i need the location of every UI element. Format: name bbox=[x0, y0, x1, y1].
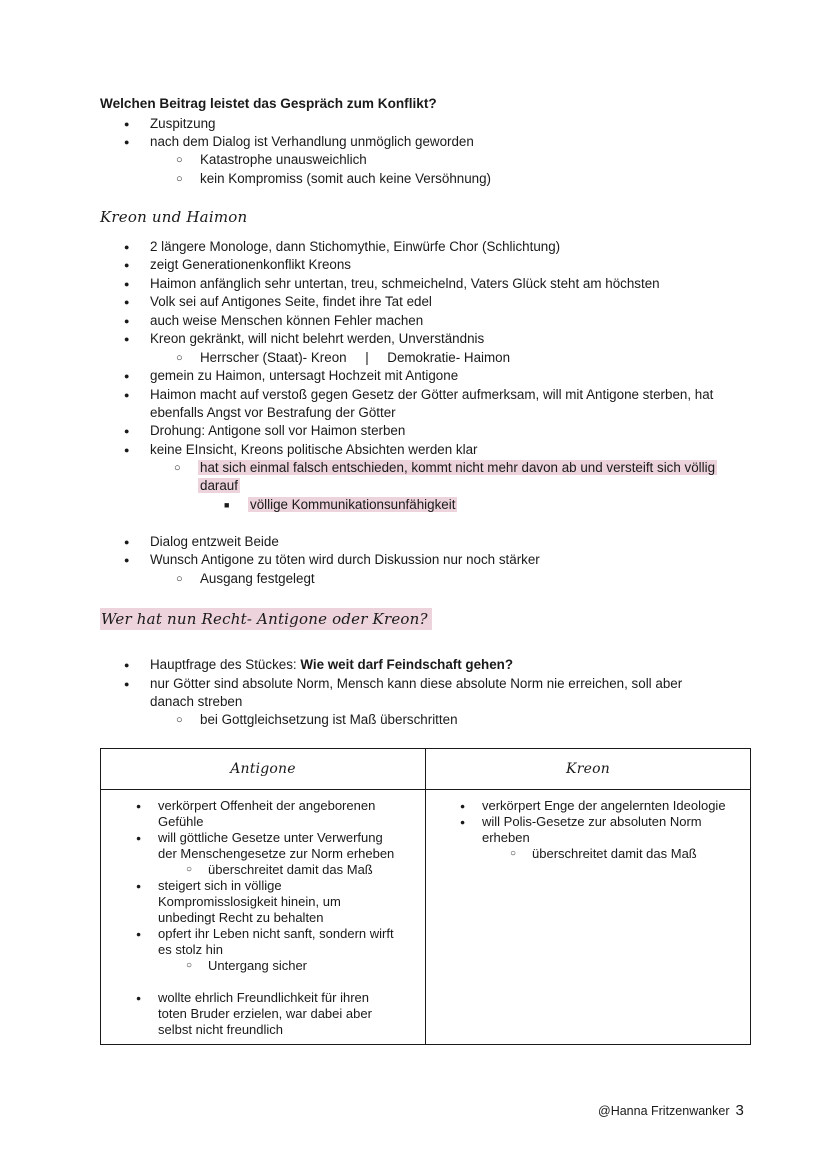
sub-list-item: ○ Ausgang festgelegt bbox=[200, 570, 315, 588]
list-item: ● Zuspitzung bbox=[150, 115, 216, 133]
highlight-text: darauf bbox=[200, 478, 238, 493]
list-item: ● Drohung: Antigone soll vor Haimon sterben bbox=[150, 422, 405, 440]
cell-sub-item: ○ Untergang sicher bbox=[208, 958, 307, 974]
cell-item: ● will göttliche Gesetze unter Verwerfung bbox=[158, 830, 383, 846]
cell-item: ● verkörpert Enge der angelernten Ideologie bbox=[482, 798, 726, 814]
highlight-text: völlige Kommunikationsunfähigkeit bbox=[250, 497, 456, 512]
list-item: ● Wunsch Antigone zu töten wird durch Diskussion nur noch stärker bbox=[150, 551, 540, 569]
section-heading-recht: Wer hat nun Recht- Antigone oder Kreon? bbox=[100, 608, 432, 630]
list-item-continuation: ebenfalls Angst vor Bestrafung der Götter bbox=[150, 405, 396, 420]
list-item: ● gemein zu Haimon, untersagt Hochzeit mit Antigone bbox=[150, 367, 458, 385]
sub-list-item: ○ Herrscher (Staat)- Kreon | Demokratie- Haimon bbox=[200, 349, 510, 367]
cell-sub-item: ○ überschreitet damit das Maß bbox=[208, 862, 373, 878]
list-item: ● keine EInsicht, Kreons politische Absichten werden klar bbox=[150, 441, 478, 459]
cell-item-continuation: selbst nicht freundlich bbox=[158, 1022, 284, 1037]
item-prefix: Hauptfrage des Stückes: bbox=[150, 657, 301, 672]
list-item: ● Haimon macht auf verstoß gegen Gesetz der Götter aufmerksam, will mit Antigone sterben, hat bbox=[150, 386, 713, 404]
sub-list-item: ○ kein Kompromiss (somit auch keine Versöhnung) bbox=[200, 170, 491, 188]
highlighted-continuation bbox=[198, 477, 240, 495]
footer-author: @Hanna Fritzenwanker bbox=[598, 1104, 730, 1118]
page-number: 3 bbox=[735, 1102, 744, 1119]
cell-item: ● wollte ehrlich Freundlichkeit für ihren bbox=[158, 990, 369, 1006]
cell-item-continuation: der Menschengesetze zur Norm erheben bbox=[158, 846, 395, 861]
cell-item-continuation: toten Bruder erzielen, war dabei aber bbox=[158, 1006, 372, 1021]
cell-item: ● will Polis-Gesetze zur absoluten Norm bbox=[482, 814, 702, 830]
cell-item-continuation: unbedingt Recht zu behalten bbox=[158, 910, 324, 925]
list-item bbox=[150, 656, 513, 674]
cell-item-continuation: erheben bbox=[482, 830, 530, 845]
sub-list-item: ○ Katastrophe unausweichlich bbox=[200, 151, 367, 169]
list-item: ● Volk sei auf Antigones Seite, findet ihre Tat edel bbox=[150, 293, 432, 311]
comparison-table bbox=[100, 748, 751, 1045]
table-header-kreon bbox=[426, 749, 751, 790]
cell-item-continuation: Gefühle bbox=[158, 814, 204, 829]
list-item: ● nur Götter sind absolute Norm, Mensch kann diese absolute Norm nie erreichen, soll aber bbox=[150, 675, 682, 693]
item-bold-question: Wie weit darf Feindschaft gehen? bbox=[300, 657, 514, 672]
cell-item: ● steigert sich in völlige bbox=[158, 878, 282, 894]
table-cell-kreon bbox=[426, 790, 751, 1045]
highlighted-sub-sub-item bbox=[248, 496, 457, 514]
sub-list-item: ○ bei Gottgleichsetzung ist Maß überschritten bbox=[200, 711, 458, 729]
list-item: ● auch weise Menschen können Fehler machen bbox=[150, 312, 423, 330]
list-item: ● zeigt Generationenkonflikt Kreons bbox=[150, 256, 351, 274]
cell-item-continuation: es stolz hin bbox=[158, 942, 224, 957]
list-item: ● nach dem Dialog ist Verhandlung unmöglich geworden bbox=[150, 133, 474, 151]
cell-item: ● verkörpert Offenheit der angeborenen bbox=[158, 798, 375, 814]
list-item: ● Haimon anfänglich sehr untertan, treu, schmeichelnd, Vaters Glück steht am höchsten bbox=[150, 275, 660, 293]
highlighted-sub-item bbox=[198, 459, 717, 477]
list-item: ● Kreon gekränkt, will nicht belehrt werden, Unverständnis bbox=[150, 330, 484, 348]
cell-item: ● opfert ihr Leben nicht sanft, sondern wirft bbox=[158, 926, 394, 942]
section-heading-konflikt: Welchen Beitrag leistet das Gespräch zum Konflikt? bbox=[100, 96, 437, 111]
page-footer bbox=[598, 1102, 744, 1119]
list-item-continuation: danach streben bbox=[150, 694, 243, 709]
list-item: ● 2 längere Monologe, dann Stichomythie, Einwürfe Chor (Schlichtung) bbox=[150, 238, 560, 256]
cell-item-continuation: Kompromisslosigkeit hinein, um bbox=[158, 894, 341, 909]
header-label: Antigone bbox=[230, 761, 296, 777]
header-label: Kreon bbox=[566, 761, 610, 777]
cell-sub-item: ○ überschreitet damit das Maß bbox=[532, 846, 697, 862]
list-item: ● Dialog entzweit Beide bbox=[150, 533, 279, 551]
highlight-text: hat sich einmal falsch entschieden, kommt nicht mehr davon ab und versteift sich völlig bbox=[200, 460, 716, 475]
table-cell-antigone bbox=[101, 790, 426, 1045]
table-header-antigone bbox=[101, 749, 426, 790]
section-heading-kreon-haimon: Kreon und Haimon bbox=[100, 208, 248, 226]
